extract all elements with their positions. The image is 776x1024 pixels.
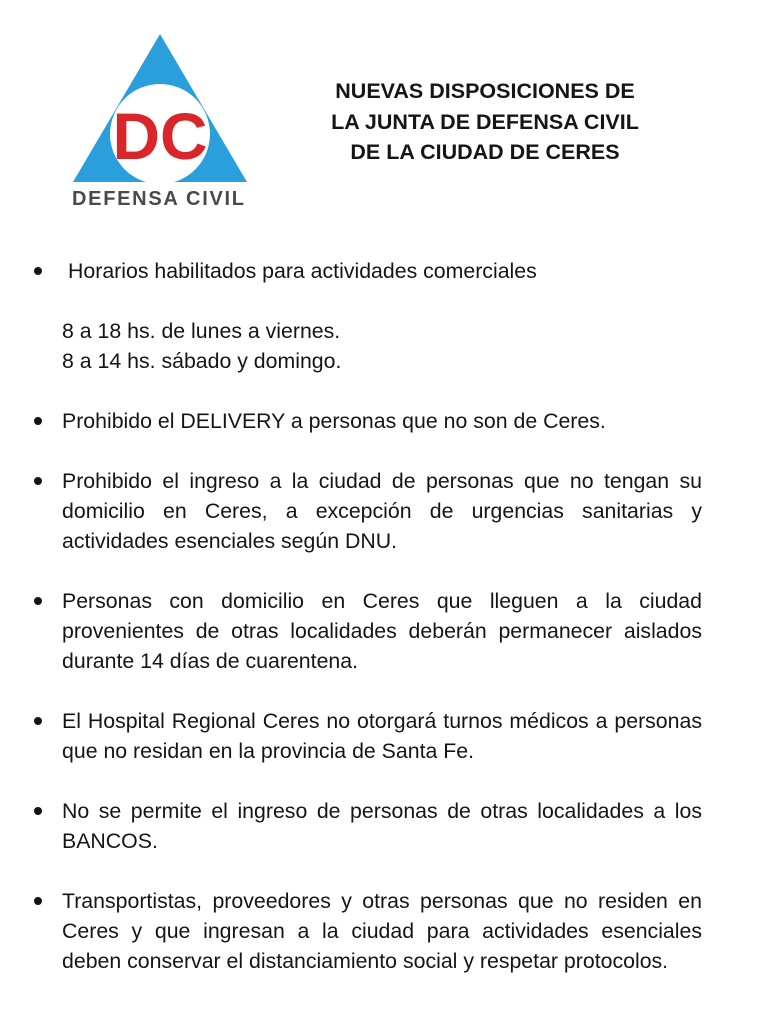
item-text-line: Prohibido el DELIVERY a personas que no son de Ceres.: [62, 409, 606, 433]
item-text-line: Ceres y que ingresan a la ciudad para actividades esenciales: [62, 919, 702, 943]
title-line: DE LA CIUDAD DE CERES: [350, 140, 620, 164]
bullet-dot: [34, 717, 42, 725]
item-text-line: durante 14 días de cuarentena.: [62, 649, 359, 673]
item-text-line: actividades esenciales según DNU.: [62, 529, 398, 553]
item-text-line: provenientes de otras localidades deberán permanecer aislados: [62, 619, 702, 643]
item-text-line: Prohibido el ingreso a la ciudad de personas que no tengan su: [62, 469, 702, 493]
list-item: [62, 586, 702, 676]
title-line: LA JUNTA DE DEFENSA CIVIL: [331, 109, 639, 134]
item-text-line: Transportistas, proveedores y otras personas que no residen en: [62, 889, 702, 913]
schedule-line: 8 a 18 hs. de lunes a viernes.: [62, 319, 341, 343]
schedule-line: 8 a 14 hs. sábado y domingo.: [62, 349, 342, 373]
list-item: [62, 256, 702, 376]
disposiciones-list: [62, 256, 702, 1006]
list-item: [62, 796, 702, 856]
schedule-block: [62, 316, 702, 376]
bullet-dot: [34, 267, 42, 275]
page-title: [300, 76, 670, 168]
bullet-dot: [34, 477, 42, 485]
logo-initials: DC: [112, 99, 208, 173]
list-item: [62, 706, 702, 766]
item-text-line: domicilio en Ceres, a excepción de urgencias sanitarias y: [62, 499, 702, 523]
logo-caption: DEFENSA CIVIL: [72, 188, 244, 210]
list-item: [62, 466, 702, 556]
item-text-line: Personas con domicilio en Ceres que lleguen a la ciudad: [62, 589, 702, 613]
list-item: [62, 406, 702, 436]
item-text-line: BANCOS.: [62, 829, 158, 853]
defensa-civil-logo: [0, 0, 300, 220]
item-text-line: El Hospital Regional Ceres no otorgará turnos médicos a personas: [62, 709, 702, 733]
title-line: NUEVAS DISPOSICIONES DE: [335, 79, 635, 103]
bullet-dot: [34, 897, 42, 905]
list-item: [62, 886, 702, 976]
item-text-line: deben conservar el distanciamiento social y respetar protocolos.: [62, 949, 669, 973]
bullet-dot: [34, 597, 42, 605]
item-text-line: que no residan en la provincia de Santa Fe.: [62, 739, 475, 763]
item-text-line: No se permite el ingreso de personas de otras localidades a los: [62, 799, 702, 823]
bullet-dot: [34, 807, 42, 815]
bullet-dot: [34, 417, 42, 425]
item-text-line: Horarios habilitados para actividades comerciales: [68, 259, 537, 283]
